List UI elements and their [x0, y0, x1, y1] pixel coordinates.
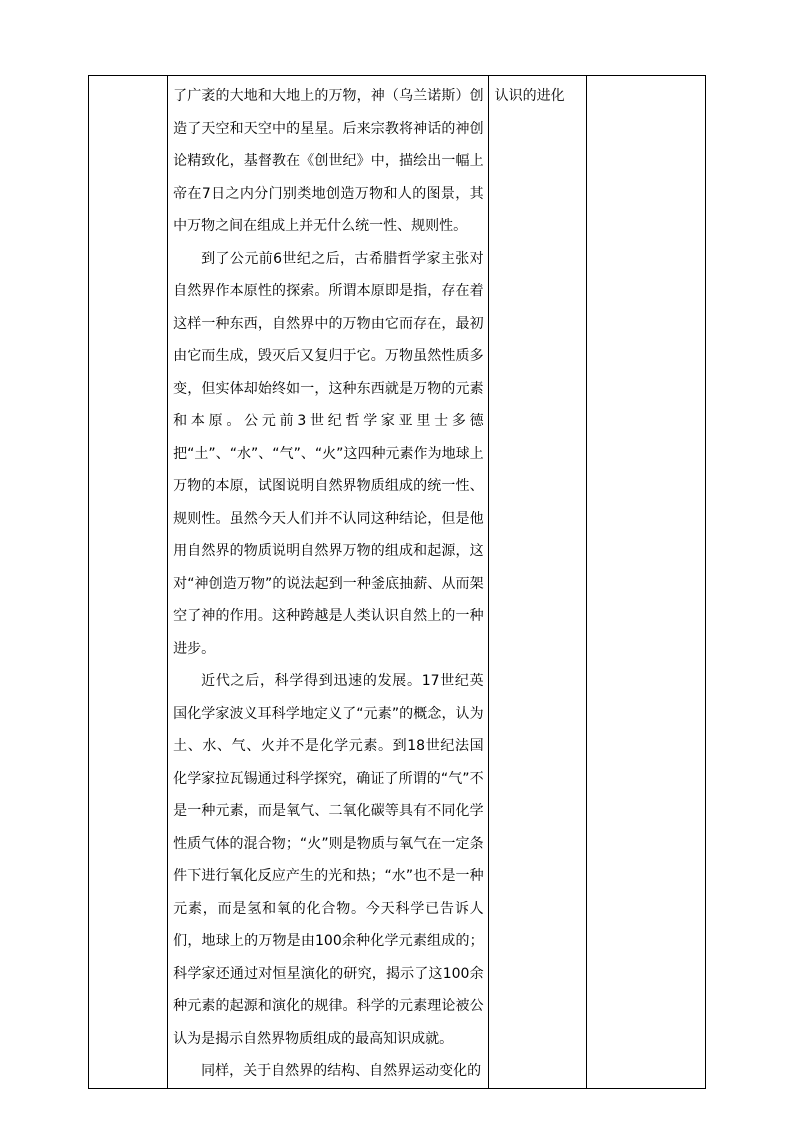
lesson-table [88, 75, 706, 1089]
side-label: 认识的进化 [494, 88, 565, 104]
content-text [168, 76, 488, 1088]
table-row [89, 76, 706, 1089]
content-cell [168, 76, 489, 1089]
empty-cell-left [89, 76, 168, 1089]
side-label-cell [488, 76, 586, 1089]
empty-cell-right [586, 76, 705, 1089]
paragraph-4: 同样，关于自然界的结构、自然界运动变化的 [201, 1063, 482, 1079]
paragraph-3: 近代之后，科学得到迅速的发展。17世纪英国化学家波义耳科学地定义了“元素”的概念，认为土、水、气、火并不是化学元素。到18世纪法国化学家拉瓦锡通过科学探究，确证了所谓的“气”不是一种元素，而是氧气、二氧化碳等具有不同化学性质气体的混合物；“火”则是物质与氧气在一定条件下进行氧化反应产生的光和热；“水”也不是一种元素，而是氢和氧的化合物。今天科学已告诉人们，地球上的万物是由100余种化学元素组成的；科学家还通过对恒星演化的研究，揭示了这100余种元素的起源和演化的规律。科学的元素理论被公认为是揭示自然界物质组成的最高知识成就。 [173, 673, 484, 1047]
paragraph-1: 了广袤的大地和大地上的万物，神（乌兰诺斯）创造了天空和天空中的星星。后来宗教将神话的神创论精致化，基督教在《创世纪》中，描绘出一幅上帝在7日之内分门别类地创造万物和人的图景，其中万物之间在组成上并无什么统一性、规则性。 [173, 88, 484, 234]
paragraph-2: 到了公元前6世纪之后，古希腊哲学家主张对自然界作本原性的探索。所谓本原即是指，存在着这样一种东西，自然界中的万物由它而存在，最初由它而生成，毁灭后又复归于它。万物虽然性质多变，但实体却始终如一，这种东西就是万物的元素和本原。公元前3世纪哲学家亚里士多德把“土”、“水”、“气”、“火”这四种元素作为地球上万物的本原，试图说明自然界物质组成的统一性、规则性。虽然今天人们并不认同这种结论，但是他用自然界的物质说明自然界万物的组成和起源，这对“神创造万物”的说法起到一种釜底抽薪、从而架空了神的作用。这种跨越是人类认识自然上的一种进步。 [173, 250, 484, 657]
